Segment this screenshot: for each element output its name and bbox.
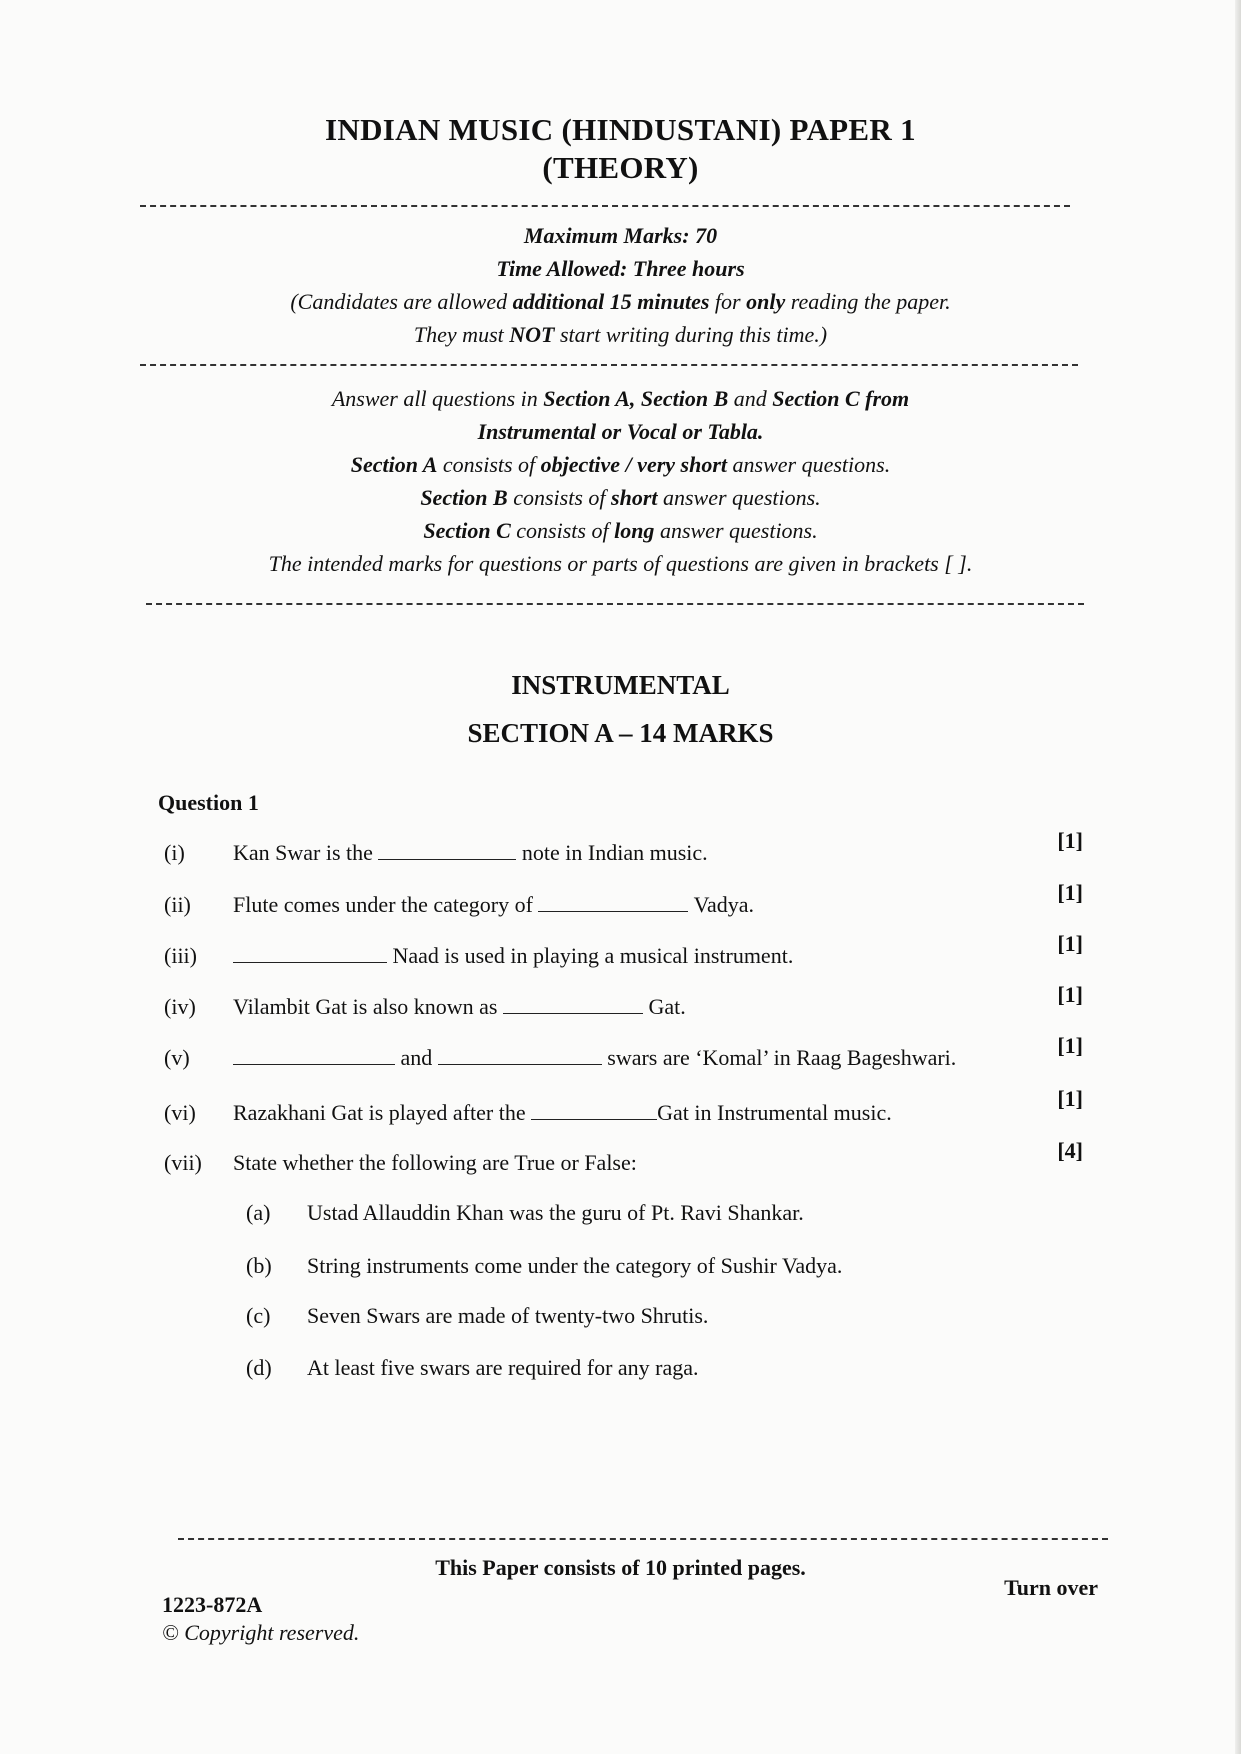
instruction-line-2: Instrumental or Vocal or Tabla. xyxy=(477,419,764,444)
subitem-d: (d) At least five swars are required for any raga. xyxy=(246,1355,699,1380)
turn-over-label: Turn over xyxy=(1004,1575,1098,1600)
info-block xyxy=(0,219,1241,351)
question-item-vi: (vi) Razakhani Gat is played after the Gat in Instrumental music. [1] xyxy=(164,1086,1083,1125)
instruction-line-6: The intended marks for questions or parts of questions are given in brackets [ ]. xyxy=(268,551,973,576)
paper-title: INDIAN MUSIC (HINDUSTANI) PAPER 1 xyxy=(325,112,916,147)
instructions-block xyxy=(0,382,1241,580)
time-allowed: Time Allowed: Three hours xyxy=(496,256,745,281)
question-item-vii: (vii) State whether the following are True or False: [4] xyxy=(164,1138,1083,1175)
page-count-note: This Paper consists of 10 printed pages. xyxy=(435,1555,806,1580)
subitem-c: (c) Seven Swars are made of twenty-two Shrutis. xyxy=(246,1303,709,1328)
answer-blank[interactable] xyxy=(233,944,387,963)
answer-blank[interactable] xyxy=(538,893,688,912)
answer-blank[interactable] xyxy=(233,1046,395,1065)
question-item-ii: (ii) Flute comes under the category of Vadya. [1] xyxy=(164,880,1083,917)
divider-2 xyxy=(140,364,1078,366)
instruction-line-5: Section C consists of long answer questions. xyxy=(423,518,818,543)
divider-footer xyxy=(178,1538,1108,1540)
reading-note: (Candidates are allowed additional 15 minutes for only reading the paper. xyxy=(290,289,951,314)
instruction-line-4: Section B consists of short answer questions. xyxy=(420,485,821,510)
copyright-notice: © Copyright reserved. xyxy=(162,1620,360,1645)
instruction-line-3: Section A consists of objective / very short answer questions. xyxy=(350,452,891,477)
section-heading: SECTION A – 14 MARKS xyxy=(467,718,774,748)
divider-3 xyxy=(146,603,1084,605)
subitem-a: (a) Ustad Allauddin Khan was the guru of Pt. Ravi Shankar. xyxy=(246,1200,804,1225)
no-write-note: They must NOT start writing during this time.) xyxy=(413,322,828,347)
question-item-i: (i) Kan Swar is the note in Indian music. [1] xyxy=(164,828,1083,865)
divider-1 xyxy=(140,205,1070,207)
paper-subtitle: (THEORY) xyxy=(542,150,699,185)
question-item-iv: (iv) Vilambit Gat is also known as Gat. [1] xyxy=(164,982,1083,1019)
max-marks: Maximum Marks: 70 xyxy=(523,223,718,248)
subitem-b: (b) String instruments come under the category of Sushir Vadya. xyxy=(246,1253,843,1278)
instruction-line-1: Answer all questions in Section A, Section B and Section C from xyxy=(331,386,910,411)
question-item-iii: (iii) Naad is used in playing a musical instrument. [1] xyxy=(164,931,1083,968)
answer-blank[interactable] xyxy=(378,841,516,860)
question-item-v: (v) and swars are ‘Komal’ in Raag Bageshwari. [1] xyxy=(164,1033,1083,1070)
answer-blank[interactable] xyxy=(531,1101,657,1120)
section-category: INSTRUMENTAL xyxy=(511,670,730,700)
answer-blank[interactable] xyxy=(438,1046,602,1065)
paper-code: 1223-872A xyxy=(162,1592,263,1617)
answer-blank[interactable] xyxy=(503,995,643,1014)
question-heading: Question 1 xyxy=(158,790,259,815)
